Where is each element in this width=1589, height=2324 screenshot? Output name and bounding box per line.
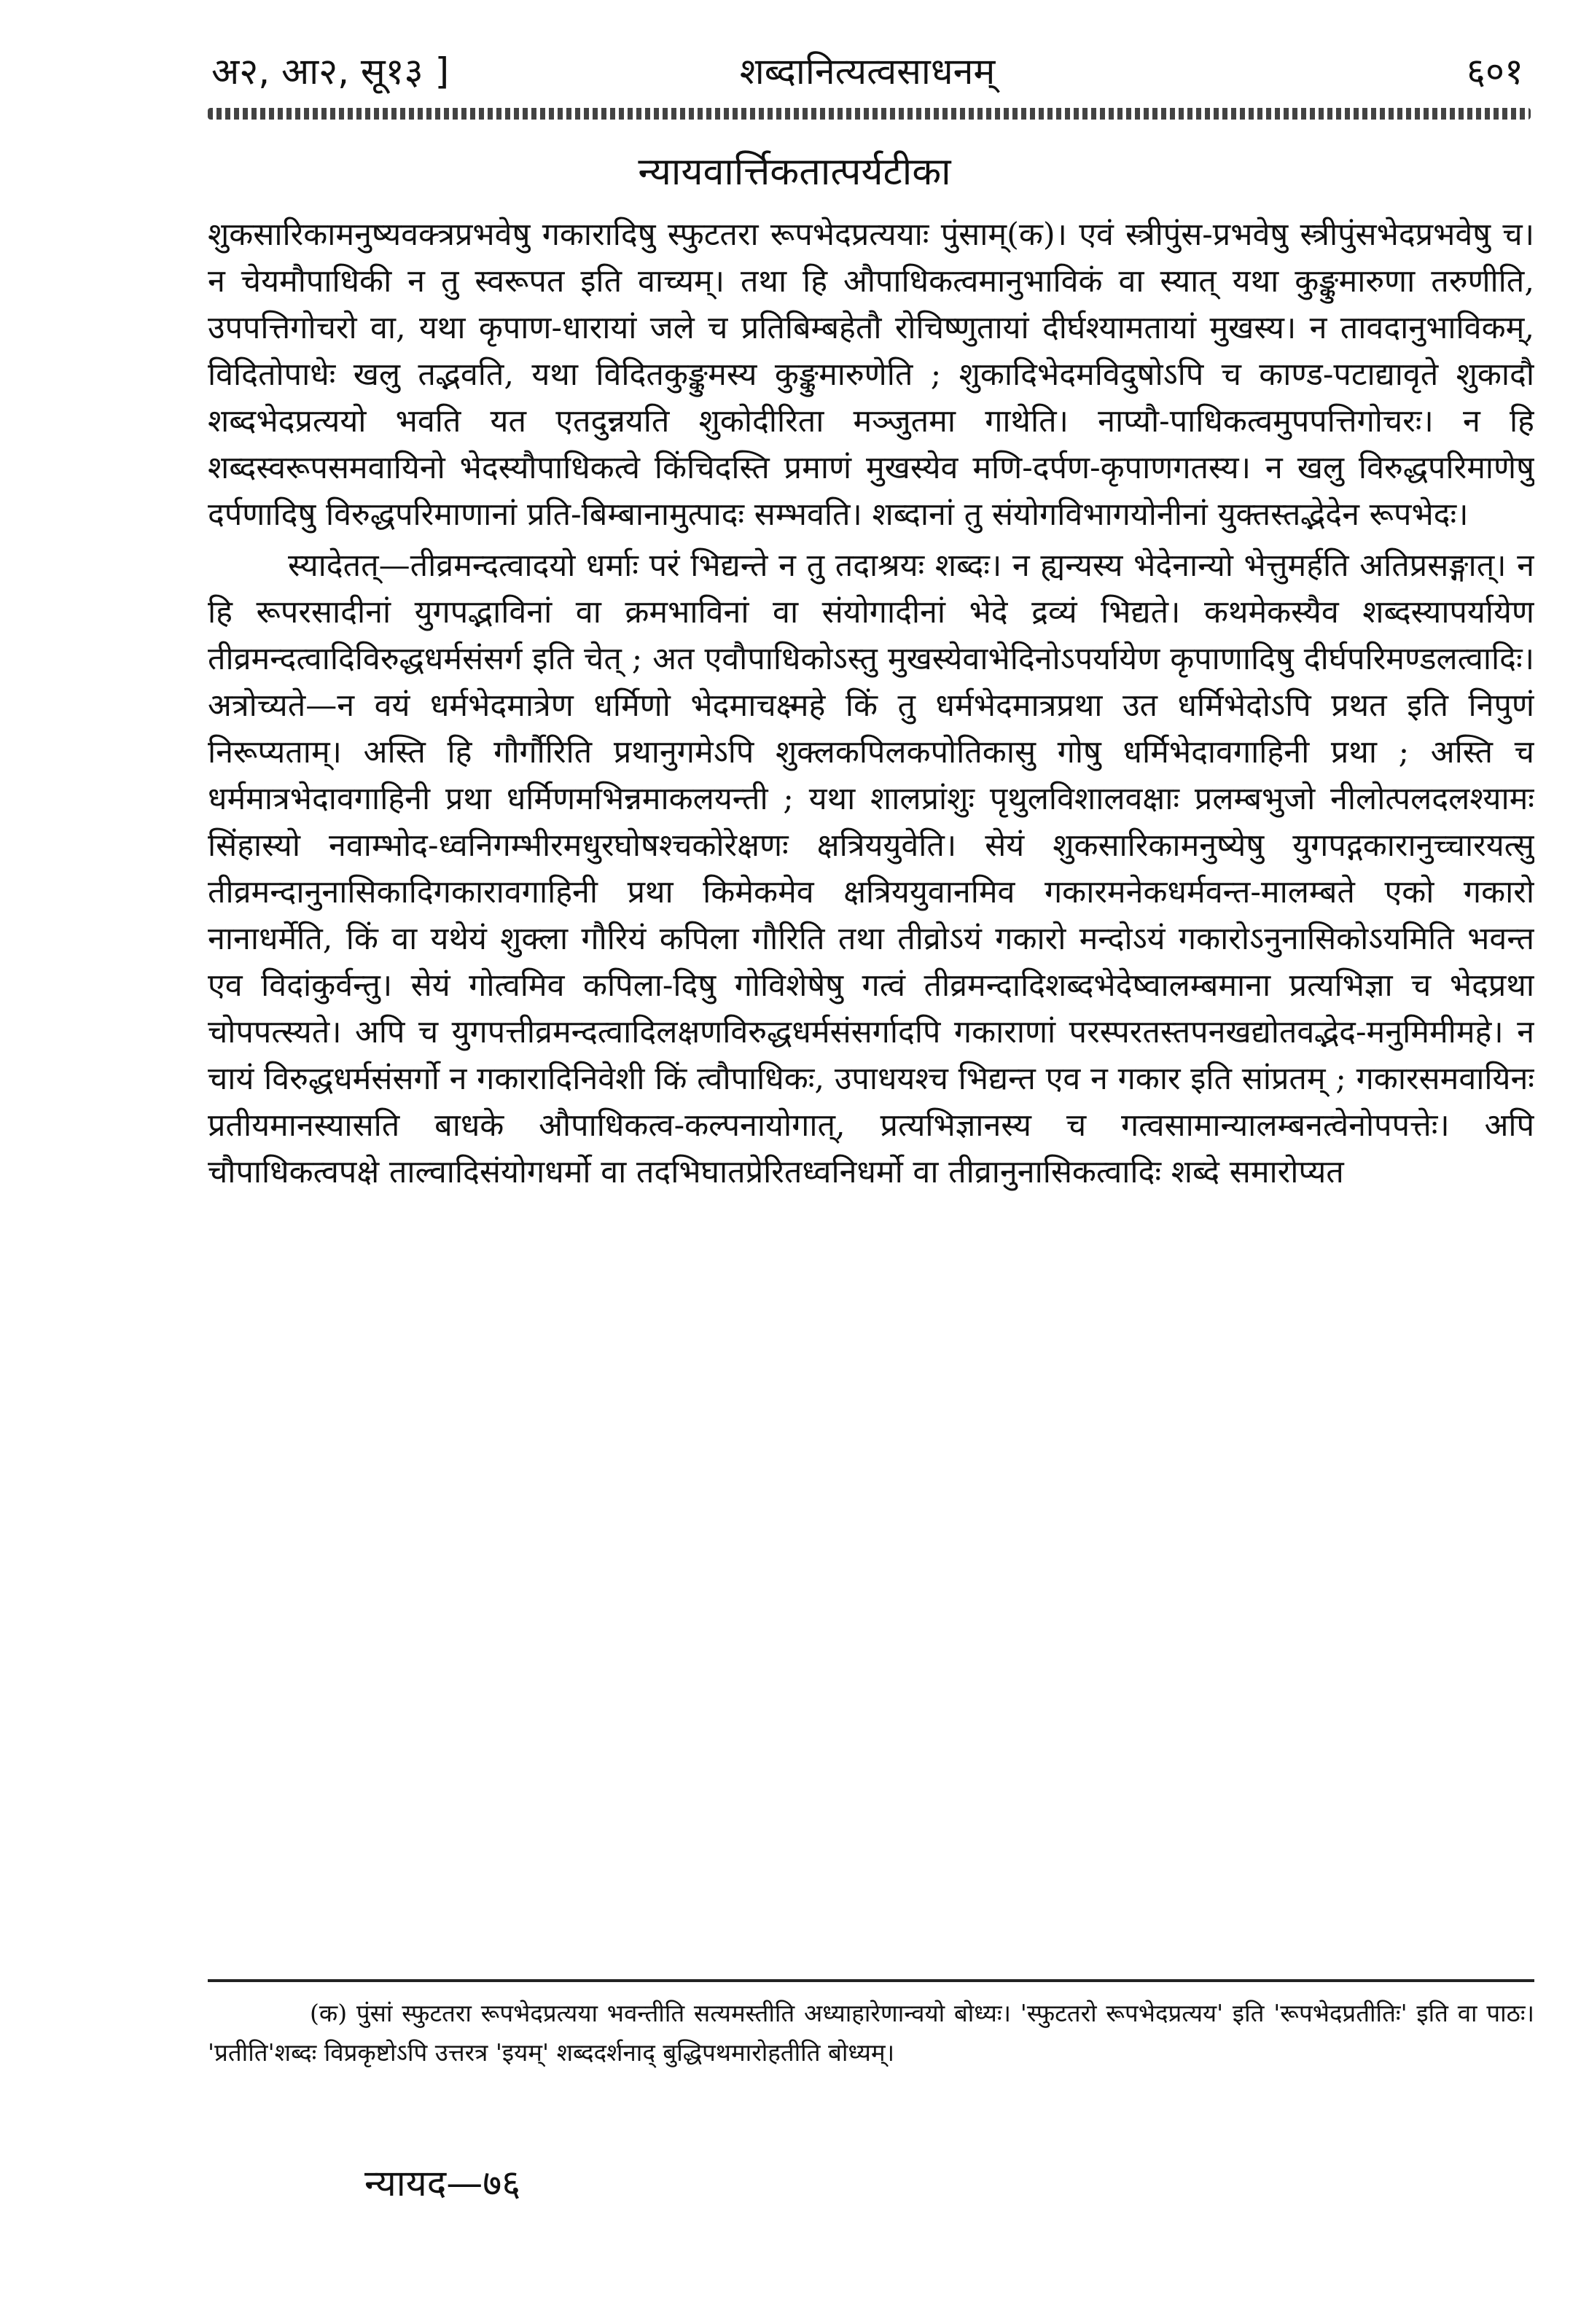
running-header xyxy=(204,42,1531,108)
header-divider xyxy=(208,108,1531,120)
footnote xyxy=(208,1994,1534,2073)
paragraph-1: शुकसारिकामनुष्यवक्त्रप्रभवेषु गकारादिषु स्फुटतरा रूपभेदप्रत्ययाः पुंसाम्(क)। एवं स्त्रीपुंस-प्रभवेषु स्त्रीपुंसभेदप्रभवेषु च। न चेयमौपाधिकी न तु स्वरूपत इति वाच्यम्। तथा हि औपाधिकत्वमानुभाविकं वा स्यात् यथा कुङ्कुमारुणा तरुणीति, उपपत्तिगोचरो वा, यथा कृपाण-धारायां जले च प्रतिबिम्बहेतौ रोचिष्णुतायां दीर्घश्यामतायां मुखस्य। न तावदानुभाविकम्, विदितोपाधेः खलु तद्भवति, यथा विदितकुङ्कुमस्य कुङ्कुमारुणेति ; शुकादिभेदमविदुषोऽपि च काण्ड-पटाद्यावृते शुकादौ शब्दभेदप्रत्ययो भवति यत एतदुन्नयति शुकोदीरिता मञ्जुतमा गाथेति। नाप्यौ-पाधिकत्वमुपपत्तिगोचरः। न हि शब्दस्वरूपसमवायिनो भेदस्यौपाधिकत्वे किंचिदस्ति प्रमाणं मुखस्येव मणि-दर्पण-कृपाणगतस्य। न खलु विरुद्धपरिमाणेषु दर्पणादिषु विरुद्धपरिमाणानां प्रति-बिम्बानामुत्पादः सम्भवति। शब्दानां तु संयोगविभागयोनीनां युक्तस्तद्भेदेन रूपभेदः। xyxy=(208,217,1534,533)
footnote-divider xyxy=(208,1979,1534,1982)
footnote-marker: (क) xyxy=(310,1999,348,2027)
paragraph-2: स्यादेतत्—तीव्रमन्दत्वादयो धर्माः परं भिद्यन्ते न तु तदाश्रयः शब्दः। न ह्यन्यस्य भेदेनान्यो भेत्तुमर्हति अतिप्रसङ्गात्। न हि रूपरसादीनां युगपद्भाविनां वा क्रमभाविनां वा संयोगादीनां भेदे द्रव्यं भिद्यते। कथमेकस्यैव शब्दस्यापर्यायेण तीव्रमन्दत्वादिविरुद्धधर्मसंसर्ग इति चेत् ; अत एवौपाधिकोऽस्तु मुखस्येवाभेदिनोऽपर्यायेण कृपाणादिषु दीर्घपरिमण्डलत्वादिः। अत्रोच्यते—न वयं धर्मभेदमात्रेण धर्मिणो भेदमाचक्ष्महे किं तु धर्मभेदमात्रप्रथा उत धर्मिभेदोऽपि प्रथत इति निपुणं निरूप्यताम्। अस्ति हि गौर्गौरिति प्रथानुगमेऽपि शुक्लकपिलकपोतिकासु गोषु धर्मिभेदावगाहिनी प्रथा ; अस्ति च धर्ममात्रभेदावगाहिनी प्रथा धर्मिणमभिन्नमाकलयन्ती ; यथा शालप्रांशुः पृथुलविशालवक्षाः प्रलम्बभुजो नीलोत्पलदलश्यामः सिंहास्यो नवाम्भोद-ध्वनिगम्भीरमधुरघोषश्चकोरेक्षणः क्षत्रिययुवेति। सेयं शुकसारिकामनुष्येषु युगपद्गकारानुच्चारयत्सु तीव्रमन्दानुनासिकादिगकारावगाहिनी प्रथा किमेकमेव क्षत्रिययुवानमिव गकारमनेकधर्मवन्त-मालम्बते एको गकारो नानाधर्मेति, किं वा यथेयं शुक्ला गौरियं कपिला गौरिति तथा तीव्रोऽयं गकारो मन्दोऽयं गकारोऽनुनासिकोऽयमिति भवन्त एव विदांकुर्वन्तु। सेयं गोत्वमिव कपिला-दिषु गोविशेषेषु गत्वं तीव्रमन्दादिशब्दभेदेष्वालम्बमाना प्रत्यभिज्ञा च भेदप्रथा चोपपत्स्यते। अपि च युगपत्तीव्रमन्दत्वादिलक्षणविरुद्धधर्मसंसर्गादपि गकाराणां परस्परतस्तपनखद्योतवद्भेद-मनुमिमीमहे। न चायं विरुद्धधर्मसंसर्गो न गकारादिनिवेशी किं त्वौपाधिकः, उपाधयश्च भिद्यन्त एव न गकार इति सांप्रतम् ; गकारसमवायिनः प्रतीयमानस्यासति बाधके औपाधिकत्व-कल्पनायोगात्, प्रत्यभिज्ञानस्य च गत्वसामान्यालम्बनत्वेनोपपत्तेः। अपि चौपाधिकत्वपक्षे ताल्वादिसंयोगधर्मो वा तदभिघातप्रेरितध्वनिधर्मो वा तीव्रानुनासिकत्वादिः शब्दे समारोप्यत xyxy=(208,547,1534,1190)
printer-signature: न्यायद—७६ xyxy=(364,2162,521,2204)
header-reference: अ२, आ२, सू१३ ] xyxy=(211,50,450,93)
page-number: ६०१ xyxy=(1467,50,1523,93)
main-text xyxy=(208,211,1534,1932)
section-title: न्यायवार्त्तिकतात्पर्यटीका xyxy=(638,150,951,194)
header-title: शब्दानित्यत्वसाधनम् xyxy=(739,50,996,93)
footnote-text: पुंसां स्फुटतरा रूपभेदप्रत्यया भवन्तीति सत्यमस्तीति अध्याहारेणान्वयो बोध्यः। 'स्फुटतरो रूपभेदप्रत्यय' इति 'रूपभेदप्रतीतिः' इति वा पाठः। 'प्रतीति'शब्दः विप्रकृष्टोऽपि उत्तरत्र 'इयम्' शब्ददर्शनाद् बुद्धिपथमारोहतीति बोध्यम्। xyxy=(208,1999,1534,2067)
